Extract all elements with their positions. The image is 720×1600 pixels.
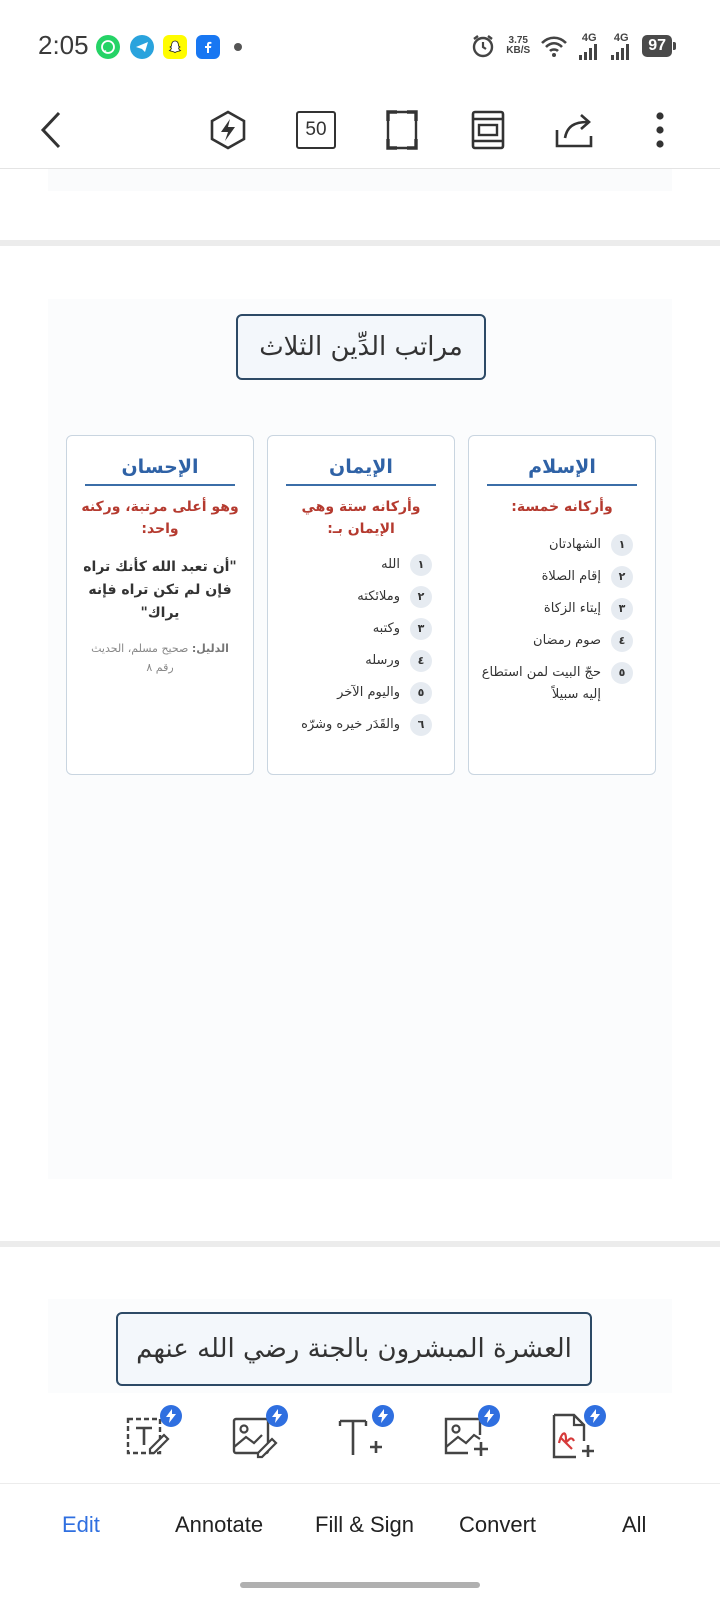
share-icon (553, 110, 595, 150)
hadith-quote: "أن تعبد الله كأنك تراه فإن لم تكن تراه فإنه يراك" (83, 559, 237, 621)
item-text: وملائكته (357, 589, 400, 604)
pillars-list (268, 554, 454, 736)
system-indicators (470, 30, 672, 62)
list-item (477, 662, 633, 706)
item-number: ٣ (410, 618, 432, 640)
next-document-page (48, 1299, 672, 1393)
home-indicator[interactable] (240, 1582, 480, 1588)
document-page (48, 299, 672, 1179)
whatsapp-icon (96, 35, 120, 59)
item-number: ٤ (611, 630, 633, 652)
item-text: الله (381, 557, 400, 572)
ai-tools-button[interactable] (204, 106, 252, 154)
share-button[interactable] (550, 106, 598, 154)
column-islam (468, 435, 656, 775)
list-item (276, 682, 432, 704)
page-layout-icon (470, 109, 506, 151)
list-item (276, 618, 432, 640)
evidence-note (81, 639, 239, 677)
signal-bars-icon (610, 44, 632, 60)
item-number: ٤ (410, 650, 432, 672)
list-item (276, 586, 432, 608)
back-button[interactable] (28, 106, 76, 154)
column-subtitle: وأركانه ستة وهي الإيمان بـ: (301, 499, 421, 537)
previous-page-bottom (48, 169, 672, 191)
zoom-level: 50 (296, 111, 336, 149)
item-text: ورسله (365, 653, 400, 668)
add-image-tool[interactable] (438, 1409, 494, 1465)
signal-bars-icon (578, 44, 600, 60)
premium-bolt-icon (266, 1405, 288, 1427)
item-number: ١ (410, 554, 432, 576)
next-page-title: العشرة المبشرون بالجنة رضي الله عنهم (116, 1312, 592, 1386)
list-item (477, 566, 633, 588)
edit-text-tool[interactable] (120, 1409, 176, 1465)
tab-annotate[interactable]: Annotate (175, 1512, 264, 1537)
edit-tools-bar (0, 1393, 720, 1484)
battery-indicator: 97 (642, 35, 672, 57)
page-layout-button[interactable] (464, 106, 512, 154)
item-number: ٢ (611, 566, 633, 588)
item-text: وكتبه (372, 621, 400, 636)
item-number: ٣ (611, 598, 633, 620)
premium-bolt-icon (372, 1405, 394, 1427)
net-type-1: 4G (581, 31, 597, 44)
page-separator (0, 240, 720, 246)
item-number: ٥ (410, 682, 432, 704)
item-number: ٥ (611, 662, 633, 684)
net-type-2: 4G (613, 31, 629, 44)
list-item (477, 534, 633, 556)
zoom-level-button[interactable] (292, 106, 340, 154)
item-text: صوم رمضان (533, 633, 601, 648)
evidence-label: الدليل: (191, 642, 229, 655)
list-item (276, 554, 432, 576)
status-bar (0, 0, 720, 92)
evidence-text: صحيح مسلم، الحديث رقم ٨ (91, 642, 189, 674)
item-number: ١ (611, 534, 633, 556)
column-subtitle: وأركانه خمسة: (511, 499, 613, 515)
premium-bolt-icon (584, 1405, 606, 1427)
item-text: إقام الصلاة (541, 569, 601, 584)
column-heading: الإسلام (487, 456, 637, 486)
column-ihsan (66, 435, 254, 775)
list-item (276, 650, 432, 672)
item-text: واليوم الآخر (337, 685, 400, 700)
notification-dot (234, 43, 242, 51)
column-subtitle: وهو أعلى مرتبة، وركنه واحد: (81, 499, 239, 537)
diagram-title: مراتب الدِّين الثلاث (236, 314, 486, 380)
speed-unit: KB/S (506, 45, 531, 56)
item-text: والقَدَر خيره وشرّه (301, 717, 400, 732)
column-heading: الإيمان (286, 456, 436, 486)
tab-convert[interactable]: Convert (459, 1512, 537, 1537)
page-separator (0, 1241, 720, 1247)
column-iman (267, 435, 455, 775)
item-text: الشهادتان (548, 537, 601, 552)
edit-image-tool[interactable] (226, 1409, 282, 1465)
column-heading: الإحسان (85, 456, 235, 486)
facebook-icon (196, 35, 220, 59)
list-item (477, 598, 633, 620)
bottom-tabs (0, 1484, 720, 1568)
cell-signal-1 (578, 33, 600, 60)
list-item (477, 630, 633, 652)
cell-signal-2 (610, 33, 632, 60)
wifi-icon (540, 34, 568, 58)
pillars-list (469, 534, 655, 706)
more-options-button[interactable] (636, 106, 684, 154)
add-text-tool[interactable] (332, 1409, 388, 1465)
telegram-icon (130, 35, 154, 59)
premium-bolt-icon (160, 1405, 182, 1427)
tab-fill-sign[interactable]: Fill & Sign (315, 1512, 415, 1537)
fullscreen-button[interactable] (378, 106, 426, 154)
sign-document-tool[interactable] (544, 1409, 600, 1465)
item-text: إيتاء الزكاة (543, 601, 601, 616)
list-item (276, 714, 432, 736)
item-number: ٦ (410, 714, 432, 736)
more-icon (654, 110, 666, 150)
alarm-icon (470, 33, 496, 59)
item-text: حجّ البيت لمن استطاع إليه سبيلاً (481, 665, 601, 702)
tab-edit[interactable]: Edit (62, 1512, 100, 1537)
item-number: ٢ (410, 586, 432, 608)
premium-bolt-icon (478, 1405, 500, 1427)
tab-all[interactable]: All (622, 1512, 647, 1537)
network-speed (506, 36, 530, 56)
ai-bolt-icon (207, 109, 249, 151)
speed-value: 3.75 (508, 35, 528, 46)
document-viewport[interactable] (0, 169, 720, 1393)
fullscreen-icon (385, 109, 419, 151)
viewer-toolbar (0, 92, 720, 169)
clock: 2:05 (38, 30, 89, 60)
snapchat-icon (163, 35, 187, 59)
back-icon (37, 110, 67, 150)
